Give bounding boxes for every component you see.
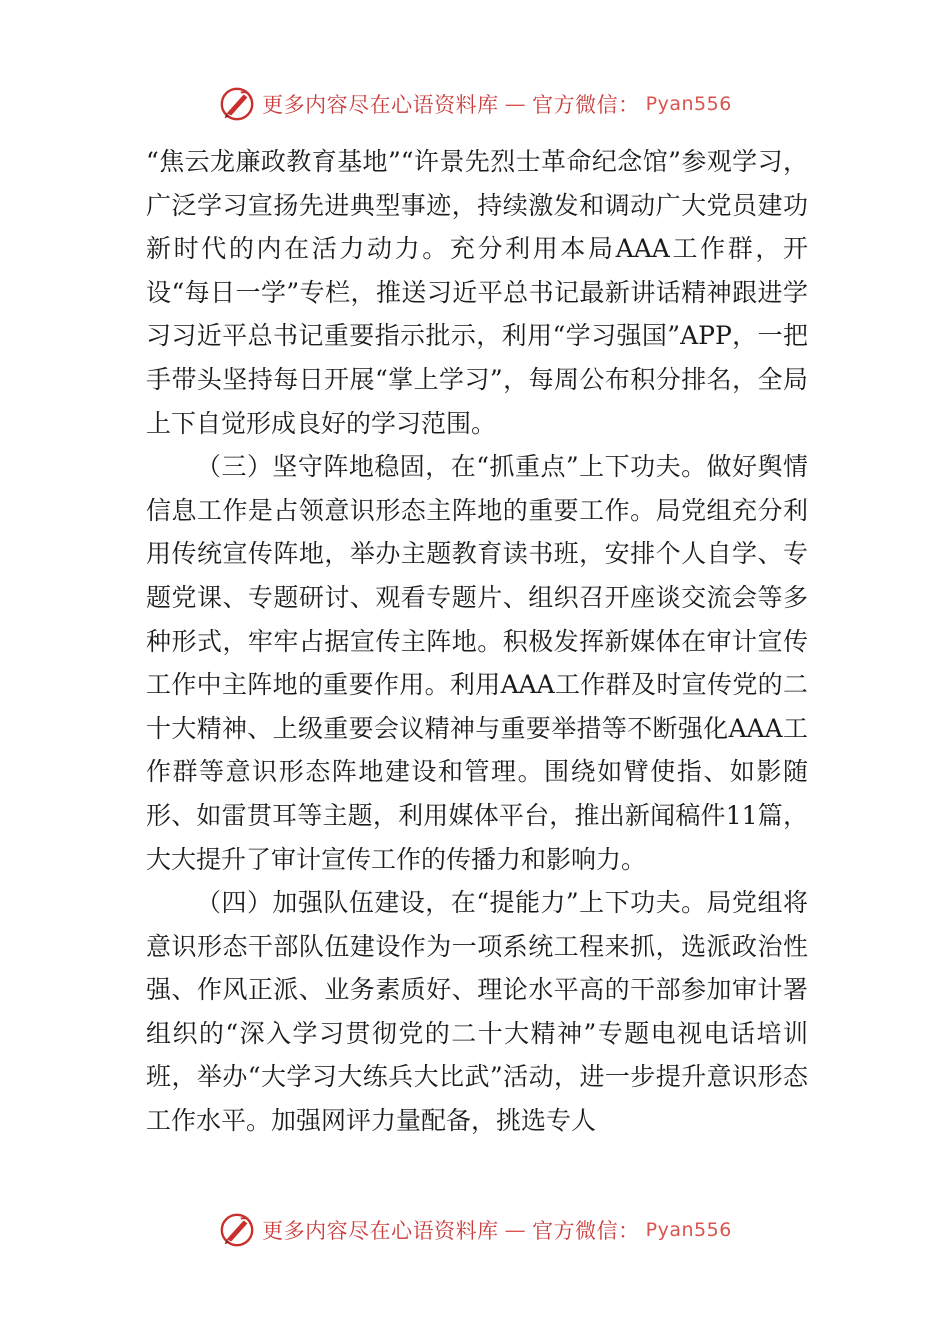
document-body — [146, 140, 808, 1143]
paragraph-1: “焦云龙廉政教育基地”“许景先烈士革命纪念馆”参观学习，广泛学习宣扬先进典型事迹，持续激发和调动广大党员建功新时代的内在活力动力。充分利用本局AAA工作群，开设“每日一学”专栏，推送习近平总书记最新讲话精神跟进学习习近平总书记重要指示批示，利用“学习强国”APP，一把手带头坚持每日开展“掌上学习”，每周公布积分排名，全局上下自觉形成良好的学习范围。 — [146, 147, 808, 438]
watermark-handle: Pyan556 — [645, 93, 732, 115]
watermark-separator: — — [504, 92, 527, 116]
watermark-text: 更多内容尽在心语资料库 — [262, 93, 499, 117]
paragraph-2: （三）坚守阵地稳固，在“抓重点”上下功夫。做好舆情信息工作是占领意识形态主阵地的重要工作。局党组充分利用传统宣传阵地，举办主题教育读书班，安排个人自学、专题党课、专题研讨、观看专题片、组织召开座谈交流会等多种形式，牢牢占据宣传主阵地。积极发挥新媒体在审计宣传工作中主阵地的重要作用。利用AAA工作群及时宣传党的二十大精神、上级重要会议精神与重要举措等不断强化AAA工作群等意识形态阵地建设和管理。围绕如臂使指、如影随形、如雷贯耳等主题，利用媒体平台，推出新闻稿件11篇，大大提升了审计宣传工作的传播力和影响力。 — [146, 452, 808, 874]
paragraph-3: （四）加强队伍建设，在“提能力”上下功夫。局党组将意识形态干部队伍建设作为一项系统工程来抓，选派政治性强、作风正派、业务素质好、理论水平高的干部参加审计署组织的“深入学习贯彻党的二十大精神”专题电视电话培训班，举办“大学习大练兵大比武”活动，进一步提升意识形态工作水平。加强网评力量配备，挑选专人 — [146, 888, 808, 1136]
pen-circle-logo-icon — [218, 1211, 256, 1249]
footer-watermark — [0, 1208, 950, 1252]
watermark-suffix: 官方微信： — [532, 1219, 640, 1243]
watermark-handle: Pyan556 — [645, 1219, 732, 1241]
header-watermark — [0, 82, 950, 126]
pen-circle-logo-icon — [218, 85, 256, 123]
watermark-suffix: 官方微信： — [532, 93, 640, 117]
watermark-text: 更多内容尽在心语资料库 — [262, 1219, 499, 1243]
watermark-separator: — — [504, 1218, 527, 1242]
